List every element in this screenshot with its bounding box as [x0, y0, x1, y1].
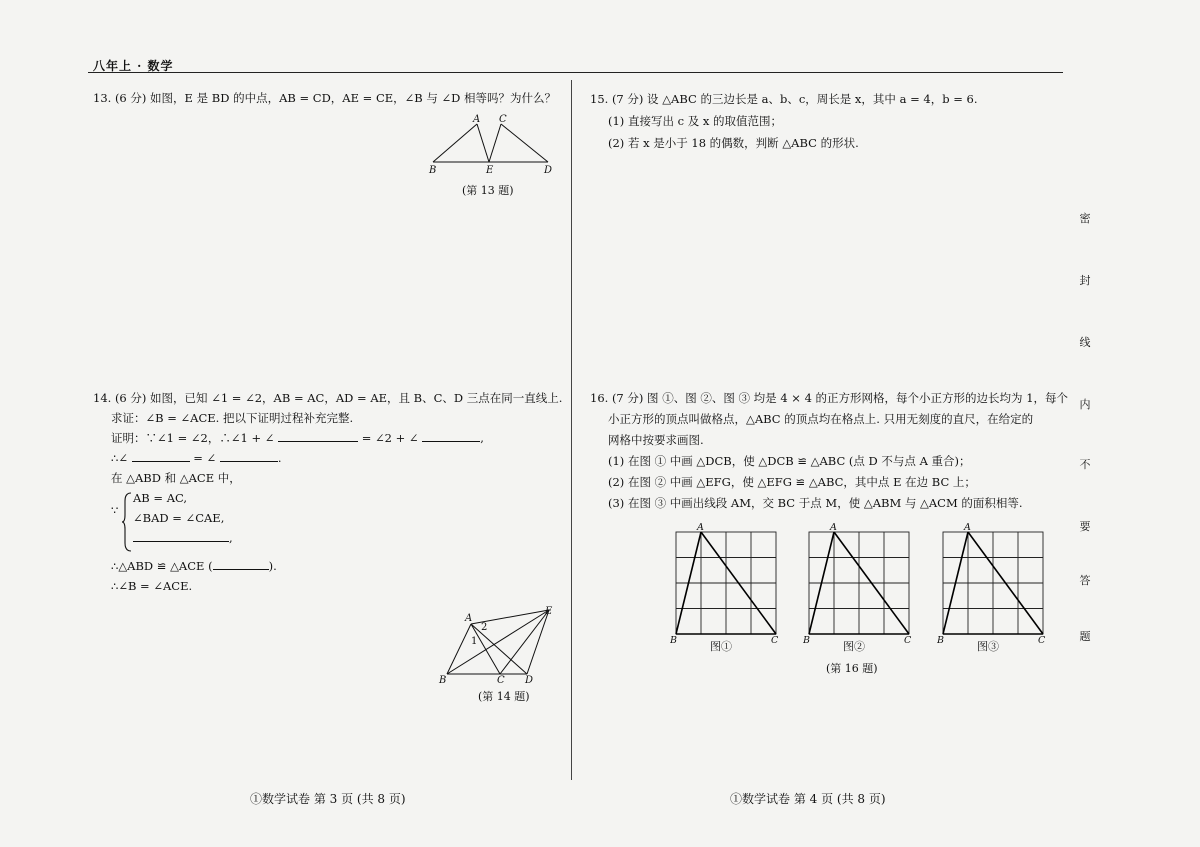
figure-q13: [425, 110, 560, 178]
q13-label-b: B: [429, 165, 437, 176]
grid1-label-a: A: [697, 522, 704, 533]
q14-label-angle2: 2: [481, 622, 488, 633]
question-14: [93, 388, 562, 488]
q14-label-e: E: [545, 606, 553, 617]
q14-line2: 求证：∠B = ∠ACE. 把以下证明过程补充完整.: [111, 411, 354, 425]
seal-char-4: 内: [1079, 398, 1091, 411]
grid1-name: 图①: [710, 640, 732, 653]
grid2-label-b: B: [803, 635, 810, 646]
question-13-text: 13. (6 分) 如图，E 是 BD 的中点，AB = CD，AE = CE，∠B 与 ∠D 相等吗？为什么？: [93, 91, 557, 105]
q14-caption: (第 14 题): [478, 690, 530, 703]
q14-brace-line3: [133, 528, 233, 548]
q14-proof2-a: ∴∠: [111, 451, 128, 465]
q14-proof2-c: .: [277, 451, 282, 465]
grid2-label-c: C: [904, 635, 912, 646]
q13-caption: (第 13 题): [462, 184, 514, 197]
q14-brace-line2: ∠BAD = ∠CAE,: [133, 511, 225, 525]
q14-proof4-b: ).: [268, 559, 277, 573]
q14-label-d: D: [525, 675, 534, 684]
q16-line4: (1) 在图 ① 中画 △DCB，使 △DCB ≌ △ABC (点 D 不与点 A 重合)；: [608, 454, 971, 468]
grid2-name: 图②: [843, 640, 865, 653]
grid3-label-b: B: [937, 635, 944, 646]
q14-brace-line1: AB = AC,: [133, 491, 188, 505]
q14-proof1-a: 证明：∵∠1 = ∠2，∴∠1 + ∠: [111, 431, 275, 445]
seal-char-1: 密: [1079, 212, 1091, 225]
seal-char-3: 线: [1079, 336, 1091, 349]
q16-caption: (第 16 题): [826, 662, 878, 675]
footer-left: ①数学试卷 第 3 页 (共 8 页): [250, 792, 406, 806]
seal-char-2: 封: [1079, 274, 1091, 287]
q15-line3: (2) 若 x 是小于 18 的偶数，判断 △ABC 的形状.: [608, 136, 859, 150]
column-divider: [571, 80, 572, 780]
q16-line6: (3) 在图 ③ 中画出线段 AM，交 BC 于点 M，使 △ABM 与 △ACM 的面积相等.: [608, 496, 1023, 510]
grid3-name: 图③: [977, 640, 999, 653]
q14-proof2-b: = ∠: [193, 451, 217, 465]
footer-right: ①数学试卷 第 4 页 (共 8 页): [730, 792, 886, 806]
seal-char-6: 要: [1079, 520, 1091, 533]
q13-label-e: E: [486, 165, 494, 176]
q16-line1: 16. (7 分) 图 ①、图 ②、图 ③ 均是 4 × 4 的正方形网格，每个小正方形的边长均为 1，每个: [590, 391, 1069, 405]
q14-proof-step4: [111, 556, 277, 576]
q14-proof-step3: 在 △ABD 和 △ACE 中，: [111, 471, 241, 485]
q14-label-angle1: 1: [471, 636, 478, 647]
q14-proof1-b: = ∠2 + ∠: [361, 431, 419, 445]
q13-label-c: C: [499, 114, 507, 125]
grid1-label-c: C: [771, 635, 779, 646]
q14-proof-step2: [93, 448, 562, 468]
q14-brace-end: ,: [229, 531, 233, 545]
figure-q14: [437, 602, 559, 684]
seal-char-5: 不: [1079, 458, 1091, 471]
question-15: [590, 88, 977, 154]
q14-brace-block: [133, 488, 233, 548]
question-14-conclusion: [111, 556, 277, 596]
grid3-label-c: C: [1038, 635, 1046, 646]
q14-label-a: A: [465, 613, 473, 624]
grid-figure-2: [803, 522, 918, 654]
q14-proof1-c: ,: [480, 431, 484, 445]
left-brace-icon: [121, 491, 133, 553]
question-16: [590, 388, 1068, 514]
q14-blank-4[interactable]: [220, 449, 278, 462]
q16-line3: 网格中按要求画图.: [608, 433, 704, 447]
q14-blank-5[interactable]: [133, 529, 229, 542]
grid-figure-3: [937, 522, 1052, 654]
q14-label-b: B: [439, 675, 447, 684]
q14-proof-step5: ∴∠B = ∠ACE.: [111, 579, 193, 593]
q15-line1: 15. (7 分) 设 △ABC 的三边长是 a、b、c，周长是 x，其中 a = 4，b = 6.: [590, 92, 978, 106]
q14-line1: 14. (6 分) 如图，已知 ∠1 = ∠2，AB = AC，AD = AE，且 B、C、D 三点在同一直线上.: [93, 391, 563, 405]
q14-blank-2[interactable]: [422, 429, 480, 442]
grid2-label-a: A: [830, 522, 837, 533]
q13-label-a: A: [473, 114, 481, 125]
q14-blank-3[interactable]: [132, 449, 190, 462]
q13-label-d: D: [544, 165, 553, 176]
q14-blank-1[interactable]: [278, 429, 358, 442]
seal-char-7: 答: [1079, 574, 1091, 587]
q14-blank-6[interactable]: [213, 557, 269, 570]
q14-proof-step1: [93, 428, 562, 448]
seal-char-8: 题: [1079, 630, 1091, 643]
q16-line5: (2) 在图 ② 中画 △EFG，使 △EFG ≌ △ABC，其中点 E 在边 BC 上；: [608, 475, 976, 489]
page-header-title: 八年上 · 数学: [93, 59, 174, 73]
q14-proof4-a: ∴△ABD ≌ △ACE (: [111, 559, 213, 573]
grid-figure-1: [670, 522, 785, 654]
q15-line2: (1) 直接写出 c 及 x 的取值范围；: [608, 114, 782, 128]
q14-label-c: C: [497, 675, 505, 684]
grid1-label-b: B: [670, 635, 677, 646]
grid3-label-a: A: [964, 522, 971, 533]
q14-brace-prefix: ∵: [111, 503, 119, 517]
header-rule: [88, 72, 1063, 73]
q16-line2: 小正方形的顶点叫做格点，△ABC 的顶点均在格点上. 只用无刻度的直尺，在给定的: [608, 412, 1034, 426]
